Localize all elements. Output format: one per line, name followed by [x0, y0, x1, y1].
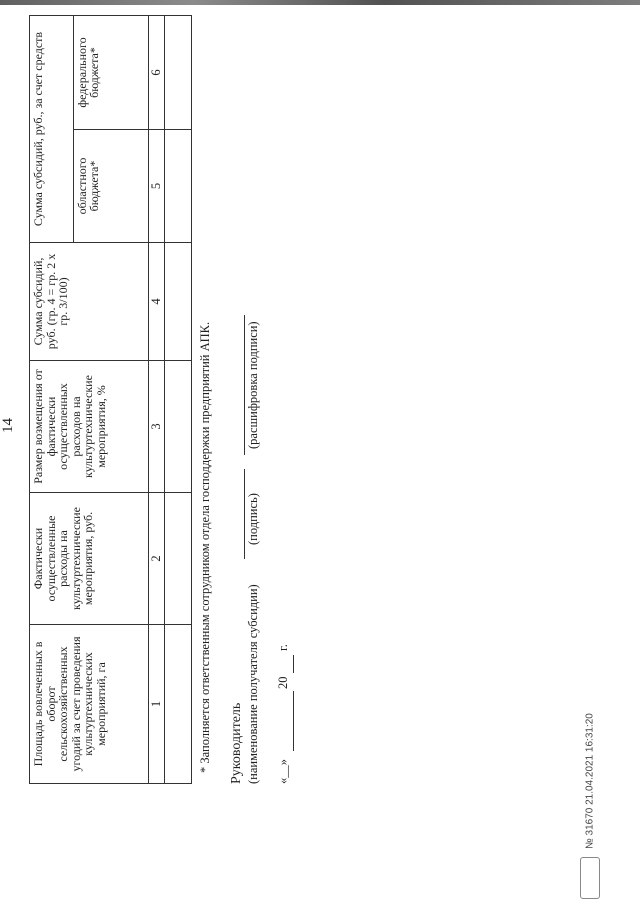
page-number: 14	[0, 418, 16, 433]
decode-label: (расшифровка подписи)	[246, 321, 260, 449]
header-subsidy-sources: Сумма субсидий, руб., за счет средств	[30, 16, 74, 243]
table-cell	[165, 625, 192, 784]
signature-title: Руководитель	[229, 702, 244, 784]
header-actual-costs: Фактически осуществленные расходы на культуртехнические мероприятия, руб.	[30, 493, 149, 625]
header-row-1	[30, 16, 74, 784]
signature-line	[244, 469, 245, 559]
stamp-text: № 31670 21.04.2021 16:31:20	[584, 713, 596, 849]
table-cell	[165, 243, 192, 361]
date-year: 20	[276, 676, 290, 689]
header-regional-budget: областного бюджета*	[73, 130, 148, 243]
date-suffix: г.	[276, 644, 290, 651]
date-month-line	[293, 691, 294, 751]
table-cell	[165, 16, 192, 130]
recipient-label: (наименование получателя субсидии)	[246, 584, 260, 784]
header-reimbursement-rate: Размер возмещения от фактически осуществленных расходов на культуртехнические мероприятия, %	[30, 361, 149, 493]
header-federal-budget: федерального бюджета*	[73, 16, 148, 130]
date-open: «__»	[276, 759, 290, 784]
column-number: 1	[149, 625, 165, 784]
header-subsidy-sum: Сумма субсидий, руб. (гр. 4 = гр. 2 х гр. 3/100)	[30, 243, 149, 361]
table-cell	[165, 493, 192, 625]
decode-line	[244, 315, 245, 455]
registration-stamp	[580, 713, 600, 899]
data-row-empty	[165, 16, 192, 784]
table-cell	[165, 361, 192, 493]
table-cell	[165, 130, 192, 243]
signature-label: (подпись)	[246, 493, 260, 545]
date-year-line	[293, 655, 294, 673]
subsidy-table	[29, 15, 192, 784]
column-number: 2	[149, 493, 165, 625]
header-area: Площадь вовлеченных в оборот сельскохозяйственных угодий за счет проведения культуртехнических мероприятий, га	[30, 625, 149, 784]
column-number: 3	[149, 361, 165, 493]
stamp-logo-icon	[580, 857, 600, 899]
column-number: 6	[149, 16, 165, 130]
column-number: 5	[149, 130, 165, 243]
footnote: * Заполняется ответственным сотрудником отдела господдержки предприятий АПК.	[198, 321, 212, 773]
column-numbers-row	[149, 16, 165, 784]
column-number: 4	[149, 243, 165, 361]
